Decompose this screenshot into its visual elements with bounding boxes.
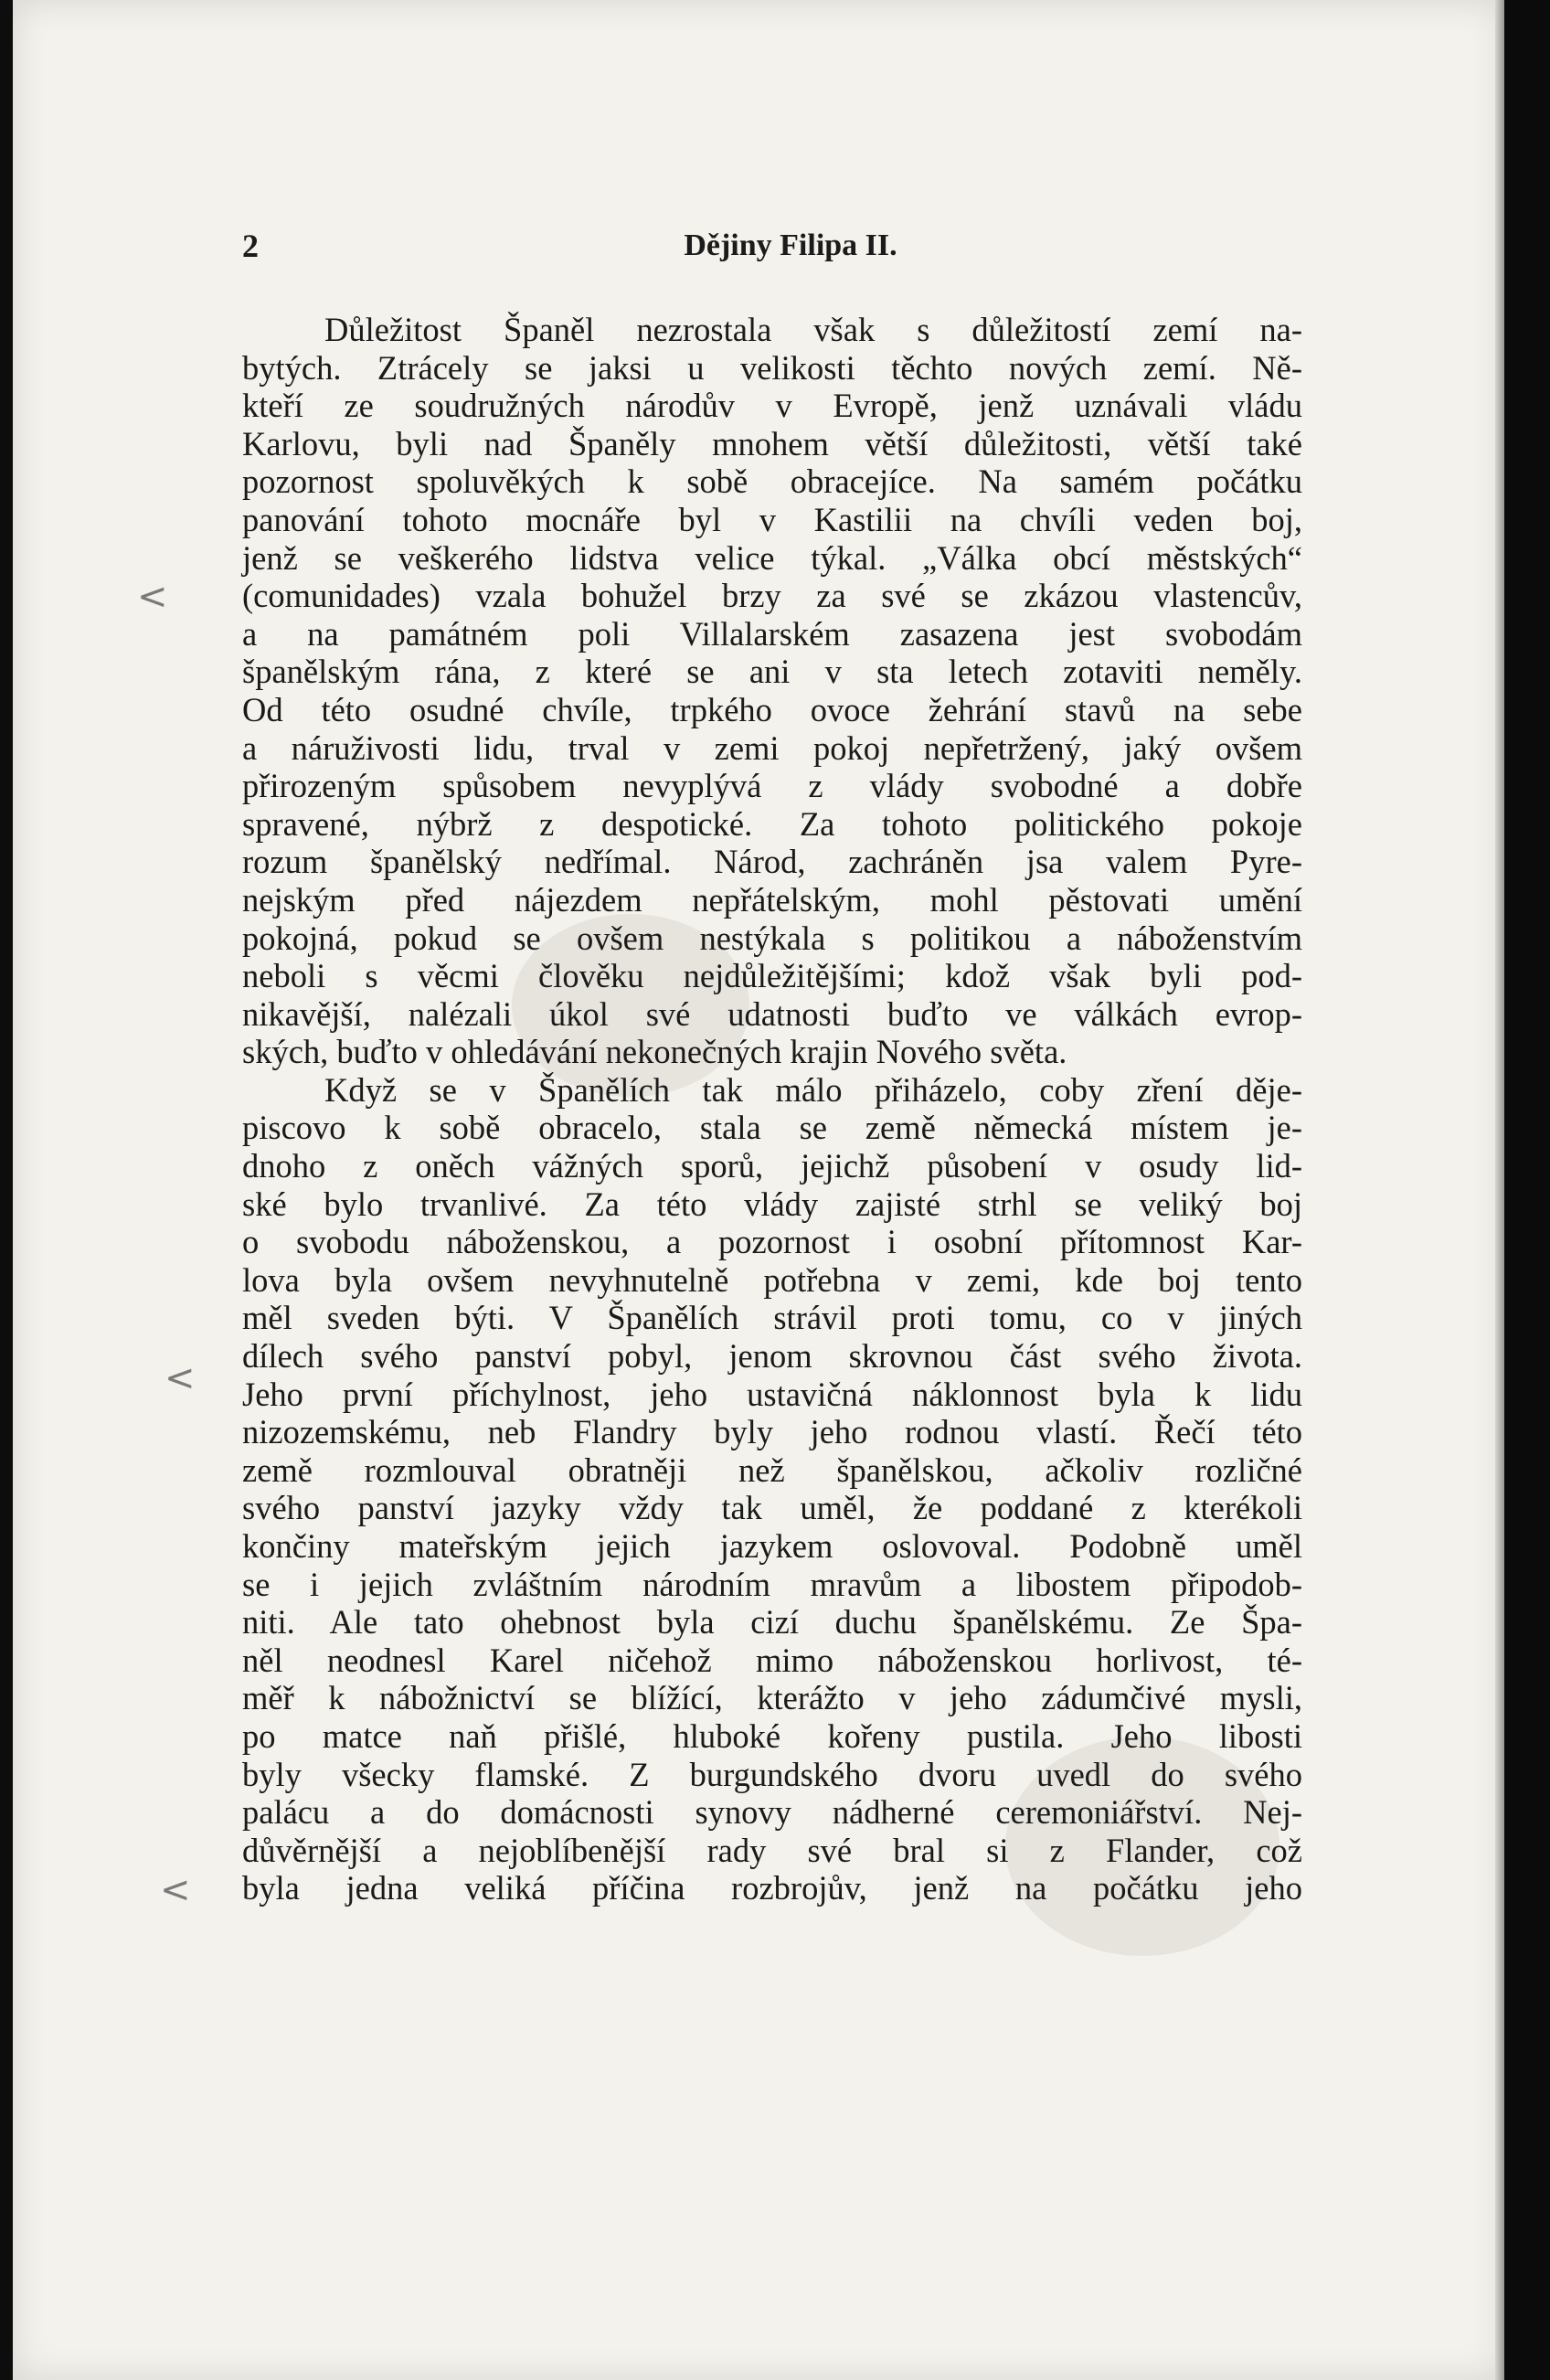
text-line: ských, buďto v ohledávání nekonečných krajin Nového světa.: [242, 1033, 1067, 1071]
text-line: niti. Ale tato ohebnost byla cizí duchu španělskému. Ze Špa-: [242, 1603, 1302, 1642]
text-line: byla jedna veliká příčina rozbrojův, jenž na počátku jeho: [242, 1869, 1302, 1907]
text-line: měř k nábožnictví se blížící, kterážto v jeho zádumčivé mysli,: [242, 1679, 1302, 1717]
text-line: bytých. Ztrácely se jaksi u velikosti těchto nových zemí. Ně-: [242, 348, 1302, 387]
text-line: končiny mateřským jejich jazykem oslovoval. Podobně uměl: [242, 1527, 1302, 1565]
text-line: lova byla ovšem nevyhnutelně potřebna v zemi, kde boj tento: [242, 1260, 1302, 1299]
text-line: dílech svého panství pobyl, jenom skrovnou část svého života.: [242, 1337, 1302, 1376]
text-line: ské bylo trvanlivé. Za této vlády zajisté strhl se veliký boj: [242, 1185, 1302, 1223]
text-line: měl sveden býti. V Španělích strávil proti tomu, co v jiných: [242, 1299, 1302, 1337]
text-line: pokojná, pokud se ovšem nestýkala s politikou a náboženstvím: [242, 919, 1302, 957]
text-line: spravené, nýbrž z despotické. Za tohoto politického pokoje: [242, 804, 1302, 843]
text-line: (comunidades) vzala bohužel brzy za své se zkázou vlastencův,: [242, 577, 1302, 615]
text-line: dnoho z oněch vážných sporů, jejichž působení v osudy lid-: [242, 1147, 1302, 1185]
text-line: o svobodu náboženskou, a pozornost i osobní přítomnost Kar-: [242, 1223, 1302, 1261]
text-line: nizozemskému, neb Flandry byly jeho rodnou vlastí. Řečí této: [242, 1413, 1302, 1451]
text-line: přirozeným spůsobem nevyplývá z vlády svobodné a dobře: [242, 767, 1302, 805]
text-line: byly všecky flamské. Z burgundského dvoru uvedl do svého: [242, 1755, 1302, 1793]
text-line: důvěrnější a nejoblíbenější rady své bral si z Flander, což: [242, 1831, 1302, 1869]
margin-mark: <: [160, 1869, 191, 1911]
text-line: Od této osudné chvíle, trpkého ovoce žehrání stavů na sebe: [242, 690, 1302, 728]
text-line: piscovo k sobě obracelo, stala se země německá místem je-: [242, 1109, 1302, 1147]
text-line: Karlovu, byli nad Španěly mnohem větší důležitosti, větší také: [242, 424, 1302, 462]
text-line: španělským rána, z které se ani v sta letech zotaviti neměly.: [242, 653, 1302, 691]
text-line: Když se v Španělích tak málo přiházelo, coby zření děje-: [324, 1070, 1302, 1109]
text-line: Důležitost Španěl nezrostala však s důležitostí zemí na-: [324, 311, 1302, 348]
text-line: něl neodnesl Karel ničehož mimo náboženskou horlivost, té-: [242, 1641, 1302, 1679]
text-line: neboli s věcmi člověku nejdůležitějšími; kdož však byli pod-: [242, 957, 1302, 995]
margin-mark: <: [165, 1357, 196, 1399]
body-text: [242, 311, 1302, 1907]
text-line: nikavější, nalézali úkol své udatnosti buďto ve válkách evrop-: [242, 994, 1302, 1033]
margin-mark: <: [137, 576, 168, 618]
page-edge: [1495, 0, 1504, 2380]
text-line: a náruživosti lidu, trval v zemi pokoj nepřetržený, jaký ovšem: [242, 728, 1302, 767]
text-line: pozornost spoluvěkých k sobě obracejíce. Na samém počátku: [242, 462, 1302, 501]
text-line: svého panství jazyky vždy tak uměl, že poddané z kterékoli: [242, 1489, 1302, 1527]
running-header: [242, 227, 1302, 282]
text-line: a na památném poli Villalarském zasazena jest svobodám: [242, 614, 1302, 653]
text-line: palácu a do domácnosti synovy nádherné ceremoniářství. Nej-: [242, 1793, 1302, 1832]
text-line: se i jejich zvláštním národním mravům a libostem připodob-: [242, 1565, 1302, 1603]
running-title: Dějiny Filipa II.: [684, 228, 897, 262]
text-line: rozum španělský nedřímal. Národ, zachráněn jsa valem Pyre-: [242, 843, 1302, 881]
page-number: 2: [242, 228, 259, 264]
text-line: Jeho první příchylnost, jeho ustavičná náklonnost byla k lidu: [242, 1375, 1302, 1413]
scan-border: [1504, 0, 1550, 2380]
text-line: země rozmlouval obratněji než španělskou, ačkoliv rozličné: [242, 1450, 1302, 1489]
text-line: kteří ze soudružných národův v Evropě, jenž uznávali vládu: [242, 387, 1302, 425]
text-line: jenž se veškerého lidstva velice týkal. „Válka obcí městských“: [242, 538, 1302, 577]
text-line: panování tohoto mocnáře byl v Kastilii na chvíli veden boj,: [242, 500, 1302, 538]
text-line: po matce naň přišlé, hluboké kořeny pustila. Jeho libosti: [242, 1716, 1302, 1755]
text-line: nejským před nájezdem nepřátelským, mohl pěstovati umění: [242, 880, 1302, 919]
